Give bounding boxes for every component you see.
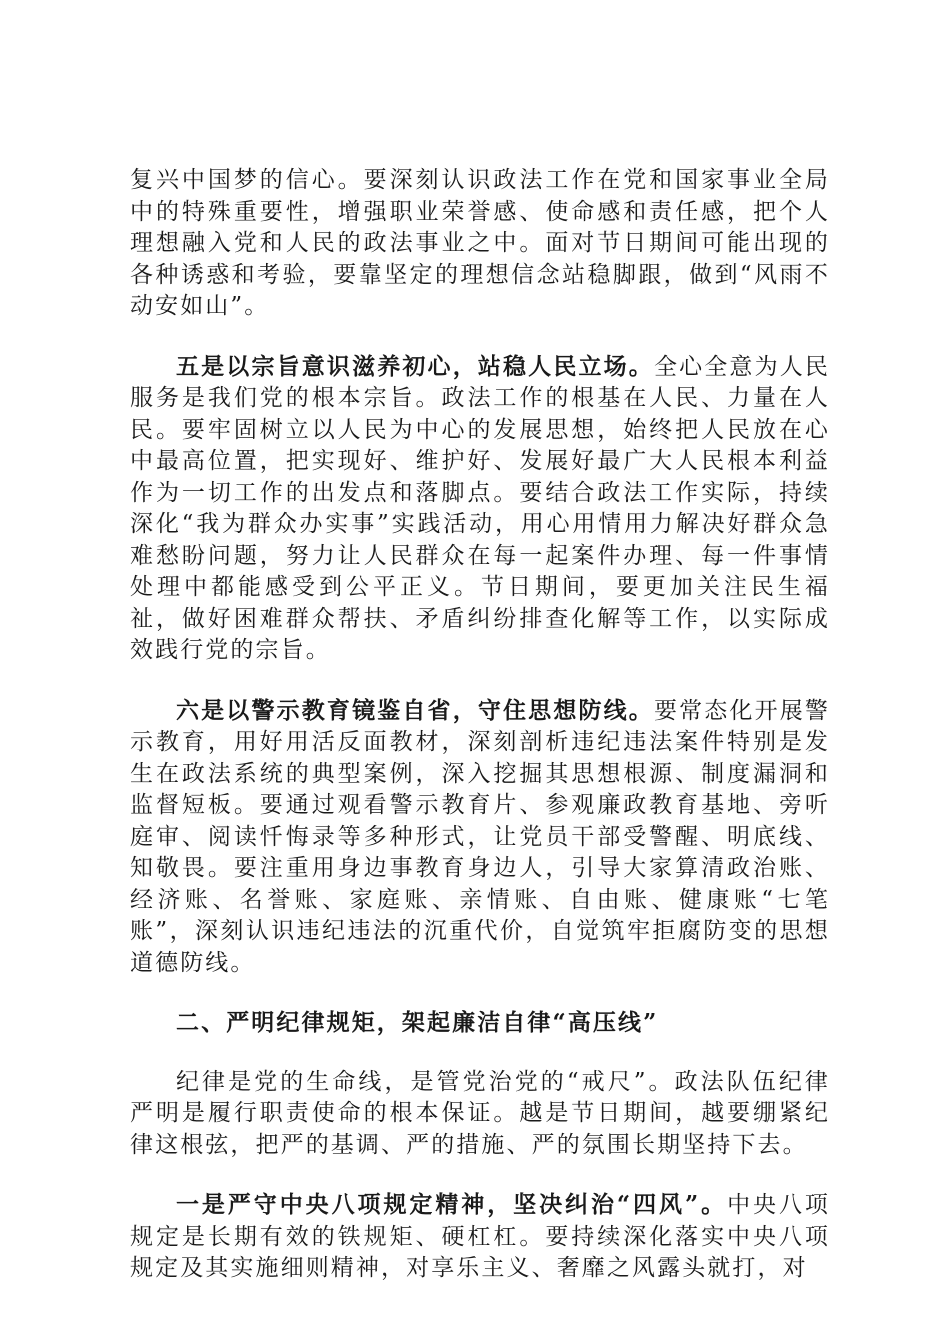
paragraph-point-five <box>130 351 830 667</box>
paragraph-point-six <box>130 695 830 980</box>
section-heading: 二、严明纪律规矩，架起廉洁自律“高压线” <box>176 1009 659 1036</box>
paragraph-lead: 六是以警示教育镜鉴自省，守住思想防线。 <box>176 696 654 724</box>
paragraph-text: 纪律是党的生命线，是管党治党的“戒尺”。政法队伍纪律严明是履行职责使命的根本保证。越是节日期间，越要绷紧纪律这根弦，把严的基调、严的措施、严的氛围长期坚持下去。 <box>130 1068 830 1158</box>
paragraph-text: 要常态化开展警示教育，用好用活反面教材，深刻剖析违纪违法案件特别是发生在政法系统的典型案例，深入挖掘其思想根源、制度漏洞和监督短板。要通过观看警示教育片、参观廉政教育基地、旁听庭审、阅读忏悔录等多种形式，让党员干部受警醒、明底线、知敬畏。要注重用身边事教育身边人，引导大家算清政治账、经济账、名誉账、家庭账、亲情账、自由账、健康账“七笔账”，深刻认识违纪违法的沉重代价，自觉筑牢拒腐防变的思想道德防线。 <box>130 697 831 976</box>
paragraph-continuation <box>130 165 830 323</box>
paragraph-section-intro <box>130 1067 830 1162</box>
paragraph-lead: 一是严守中央八项规定精神，坚决纠治“四风”。 <box>176 1191 728 1218</box>
paragraph-text: 中央八项规定是长期有效的铁规矩、硬杠杠。要持续深化落实中央八项规定及其实施细则精神，对享乐主义、奢靡之风露头就打，对 <box>130 1192 830 1281</box>
paragraph-lead: 五是以宗旨意识滋养初心，站稳人民立场。 <box>176 352 654 380</box>
paragraph-text: 复兴中国梦的信心。要深刻认识政法工作在党和国家事业全局中的特殊重要性，增强职业荣誉感、使命感和责任感，把个人理想融入党和人民的政法事业之中。面对节日期间可能出现的各种诱惑和考验，要靠坚定的理想信念站稳脚跟，做到“风雨不动安如山”。 <box>130 167 830 319</box>
paragraph-point-one <box>130 1189 830 1285</box>
document-page <box>130 165 830 1313</box>
paragraph-text: 全心全意为人民服务是我们党的根本宗旨。政法工作的根基在人民、力量在人民。要牢固树立以人民为中心的发展思想，始终把人民放在心中最高位置，把实现好、维护好、发展好最广大人民根本利益作为一切工作的出发点和落脚点。要结合政法工作实际，持续深化“我为群众办实事”实践活动，用心用情用力解决好群众急难愁盼问题，努力让人民群众在每一起案件办理、每一件事情处理中都能感受到公平正义。节日期间，要更加关注民生福祉，做好困难群众帮扶、矛盾纠纷排查化解等工作，以实际成效践行党的宗旨。 <box>130 353 831 663</box>
